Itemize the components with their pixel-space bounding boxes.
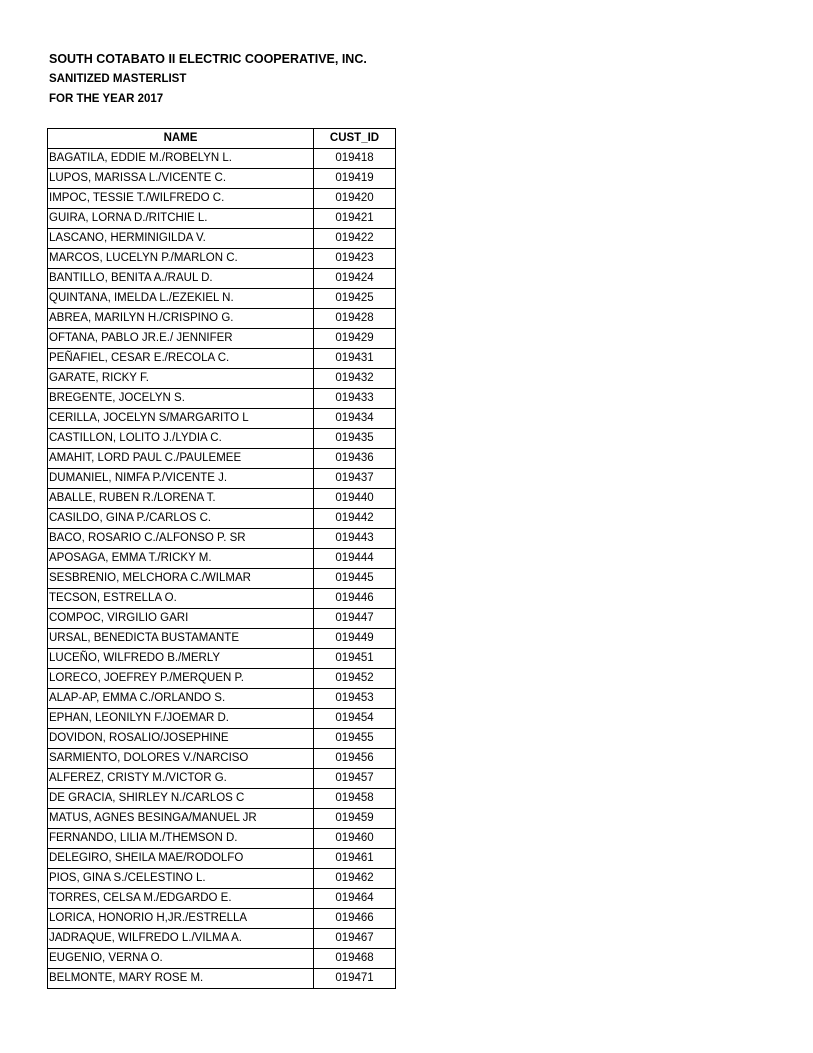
table-row [48, 889, 396, 909]
customer-id-cell: 019434 [314, 409, 396, 429]
customer-name-cell: GUIRA, LORNA D./RITCHIE L. [48, 209, 314, 229]
table-row [48, 169, 396, 189]
customer-id-cell: 019433 [314, 389, 396, 409]
customer-name-cell: BAGATILA, EDDIE M./ROBELYN L. [48, 149, 314, 169]
customer-name-cell: LUCEÑO, WILFREDO B./MERLY [48, 649, 314, 669]
customer-name-cell: ALFEREZ, CRISTY M./VICTOR G. [48, 769, 314, 789]
customer-id-cell: 019440 [314, 489, 396, 509]
customer-id-cell: 019431 [314, 349, 396, 369]
customer-id-cell: 019453 [314, 689, 396, 709]
customer-id-cell: 019429 [314, 329, 396, 349]
table-row [48, 609, 396, 629]
customer-id-cell: 019421 [314, 209, 396, 229]
table-row [48, 689, 396, 709]
table-row [48, 489, 396, 509]
customer-name-cell: MATUS, AGNES BESINGA/MANUEL JR [48, 809, 314, 829]
table-row [48, 449, 396, 469]
customer-id-cell: 019435 [314, 429, 396, 449]
customer-id-cell: 019454 [314, 709, 396, 729]
customer-name-cell: DE GRACIA, SHIRLEY N./CARLOS C [48, 789, 314, 809]
customer-id-cell: 019452 [314, 669, 396, 689]
table-row [48, 809, 396, 829]
customer-id-cell: 019461 [314, 849, 396, 869]
table-row [48, 529, 396, 549]
customer-id-cell: 019459 [314, 809, 396, 829]
table-row [48, 429, 396, 449]
customer-name-cell: SESBRENIO, MELCHORA C./WILMAR [48, 569, 314, 589]
customer-name-cell: ALAP-AP, EMMA C./ORLANDO S. [48, 689, 314, 709]
customer-id-cell: 019464 [314, 889, 396, 909]
customer-name-cell: AMAHIT, LORD PAUL C./PAULEMEE [48, 449, 314, 469]
table-row [48, 849, 396, 869]
customer-id-cell: 019443 [314, 529, 396, 549]
customer-id-cell: 019471 [314, 969, 396, 989]
table-header [48, 129, 396, 149]
customer-name-cell: LORECO, JOEFREY P./MERQUEN P. [48, 669, 314, 689]
year-line: FOR THE YEAR 2017 [49, 93, 164, 105]
customer-id-cell: 019449 [314, 629, 396, 649]
table-row [48, 209, 396, 229]
customer-name-cell: BREGENTE, JOCELYN S. [48, 389, 314, 409]
customer-name-cell: TECSON, ESTRELLA O. [48, 589, 314, 609]
customer-id-cell: 019418 [314, 149, 396, 169]
customer-id-cell: 019425 [314, 289, 396, 309]
header-row [48, 129, 396, 149]
table-row [48, 509, 396, 529]
customer-name-cell: MARCOS, LUCELYN P./MARLON C. [48, 249, 314, 269]
table-row [48, 669, 396, 689]
customer-name-cell: CERILLA, JOCELYN S/MARGARITO L [48, 409, 314, 429]
table-row [48, 929, 396, 949]
table-row [48, 149, 396, 169]
customer-name-cell: PEÑAFIEL, CESAR E./RECOLA C. [48, 349, 314, 369]
customer-id-cell: 019419 [314, 169, 396, 189]
customer-id-cell: 019432 [314, 369, 396, 389]
table-row [48, 549, 396, 569]
customer-id-cell: 019468 [314, 949, 396, 969]
table-row [48, 269, 396, 289]
customer-name-cell: LASCANO, HERMINIGILDA V. [48, 229, 314, 249]
customer-id-cell: 019457 [314, 769, 396, 789]
customer-name-cell: CASILDO, GINA P./CARLOS C. [48, 509, 314, 529]
column-header-name: NAME [48, 129, 314, 149]
customer-id-cell: 019428 [314, 309, 396, 329]
table-body [48, 149, 396, 989]
customer-name-cell: OFTANA, PABLO JR.E./ JENNIFER [48, 329, 314, 349]
table-row [48, 289, 396, 309]
customer-id-cell: 019451 [314, 649, 396, 669]
customer-id-cell: 019437 [314, 469, 396, 489]
customer-id-cell: 019466 [314, 909, 396, 929]
customer-name-cell: DELEGIRO, SHEILA MAE/RODOLFO [48, 849, 314, 869]
customer-name-cell: IMPOC, TESSIE T./WILFREDO C. [48, 189, 314, 209]
customer-name-cell: CASTILLON, LOLITO J./LYDIA C. [48, 429, 314, 449]
table-row [48, 649, 396, 669]
table-row [48, 909, 396, 929]
table-row [48, 569, 396, 589]
table-row [48, 589, 396, 609]
customer-id-cell: 019424 [314, 269, 396, 289]
customer-id-cell: 019462 [314, 869, 396, 889]
table-row [48, 749, 396, 769]
masterlist-table [47, 128, 396, 989]
column-header-cust-id: CUST_ID [314, 129, 396, 149]
table-row [48, 789, 396, 809]
customer-name-cell: BANTILLO, BENITA A./RAUL D. [48, 269, 314, 289]
table-row [48, 969, 396, 989]
table-row [48, 349, 396, 369]
table-row [48, 189, 396, 209]
customer-name-cell: DOVIDON, ROSALIO/JOSEPHINE [48, 729, 314, 749]
customer-name-cell: URSAL, BENEDICTA BUSTAMANTE [48, 629, 314, 649]
customer-id-cell: 019436 [314, 449, 396, 469]
table-row [48, 949, 396, 969]
customer-name-cell: ABREA, MARILYN H./CRISPINO G. [48, 309, 314, 329]
customer-id-cell: 019460 [314, 829, 396, 849]
customer-id-cell: 019445 [314, 569, 396, 589]
customer-id-cell: 019420 [314, 189, 396, 209]
customer-name-cell: COMPOC, VIRGILIO GARI [48, 609, 314, 629]
table-row [48, 629, 396, 649]
table-row [48, 329, 396, 349]
table-row [48, 409, 396, 429]
customer-id-cell: 019442 [314, 509, 396, 529]
customer-id-cell: 019446 [314, 589, 396, 609]
table-row [48, 249, 396, 269]
table-row [48, 709, 396, 729]
table-row [48, 769, 396, 789]
customer-name-cell: SARMIENTO, DOLORES V./NARCISO [48, 749, 314, 769]
customer-name-cell: PIOS, GINA S./CELESTINO L. [48, 869, 314, 889]
customer-name-cell: JADRAQUE, WILFREDO L./VILMA A. [48, 929, 314, 949]
customer-id-cell: 019447 [314, 609, 396, 629]
table-row [48, 369, 396, 389]
document-header [49, 49, 367, 109]
table-row [48, 869, 396, 889]
customer-name-cell: APOSAGA, EMMA T./RICKY M. [48, 549, 314, 569]
customer-name-cell: ABALLE, RUBEN R./LORENA T. [48, 489, 314, 509]
table-row [48, 229, 396, 249]
customer-id-cell: 019458 [314, 789, 396, 809]
customer-id-cell: 019456 [314, 749, 396, 769]
customer-id-cell: 019423 [314, 249, 396, 269]
customer-name-cell: BELMONTE, MARY ROSE M. [48, 969, 314, 989]
customer-name-cell: FERNANDO, LILIA M./THEMSON D. [48, 829, 314, 849]
customer-name-cell: QUINTANA, IMELDA L./EZEKIEL N. [48, 289, 314, 309]
organization-title: SOUTH COTABATO II ELECTRIC COOPERATIVE, INC. [49, 52, 367, 66]
table-row [48, 729, 396, 749]
customer-name-cell: LORICA, HONORIO H,JR./ESTRELLA [48, 909, 314, 929]
customer-name-cell: DUMANIEL, NIMFA P./VICENTE J. [48, 469, 314, 489]
table-row [48, 829, 396, 849]
customer-id-cell: 019444 [314, 549, 396, 569]
customer-name-cell: TORRES, CELSA M./EDGARDO E. [48, 889, 314, 909]
customer-id-cell: 019422 [314, 229, 396, 249]
document-subtitle: SANITIZED MASTERLIST [49, 73, 187, 85]
customer-id-cell: 019455 [314, 729, 396, 749]
table-row [48, 309, 396, 329]
table-row [48, 389, 396, 409]
customer-name-cell: EPHAN, LEONILYN F./JOEMAR D. [48, 709, 314, 729]
customer-id-cell: 019467 [314, 929, 396, 949]
customer-name-cell: LUPOS, MARISSA L./VICENTE C. [48, 169, 314, 189]
customer-name-cell: EUGENIO, VERNA O. [48, 949, 314, 969]
customer-name-cell: GARATE, RICKY F. [48, 369, 314, 389]
customer-name-cell: BACO, ROSARIO C./ALFONSO P. SR [48, 529, 314, 549]
table-row [48, 469, 396, 489]
